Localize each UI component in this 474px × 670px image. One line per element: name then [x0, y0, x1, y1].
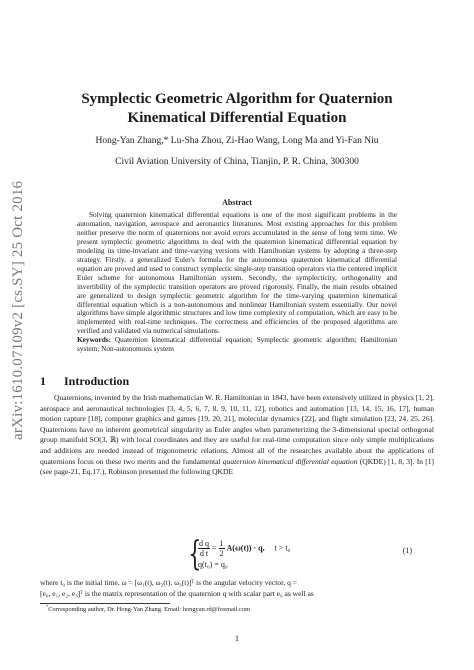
eq-rhs: A(ω(t)) · q, [226, 543, 265, 553]
section-number: 1 [40, 374, 46, 388]
eq-lhs-numerator: d q [199, 539, 209, 548]
intro-text: Quaternions, invented by the Irish mathematician W. R. Hamiltonian in 1843, have been extensively utilized in physics [1, 2], aerospace and aeronautical technologies [3, 4, 5, 6, 7, 8, 9, 10, 11, 12], robotics and automation [13, 14, 15, 16, 17], human motion capture [18], computer graphics and games [19, 20, 21], molecular dynamics [22], and flight simulation [23, 24, 25, 26]. Quaternions have no inherent geometrical singularity as Euler angles when parameterizing the 3-dimensional special orthogonal group manifold SO(3, ℝ) with local coordinates and they are useful for real-time computation since only simple multiplications and additions are needed instead of trigonometric relations. Almost all of the researches available about the applications of quaternions focus on these two merits and the fundamental [40, 393, 434, 466]
equation-brace: { [188, 534, 202, 574]
author-list: Hong-Yan Zhang,* Lu-Sha Zhou, Zi-Hao Wang, Long Ma and Yi-Fan Niu [95, 136, 379, 146]
eq-coef-numerator: 1 [219, 539, 224, 548]
eq-condition: t > t₀ [274, 543, 291, 553]
post-equation-text [40, 578, 434, 599]
intro-italic-term: quaternion kinematical differential equation [222, 456, 358, 466]
eq-lhs-denominator: d t [199, 549, 209, 558]
footnote-mark: * [46, 603, 49, 609]
title-line-1: Symplectic Geometric Algorithm for Quaternion [81, 91, 393, 107]
page-number: 1 [235, 634, 239, 643]
section-title: Introduction [64, 374, 130, 388]
keywords [77, 336, 397, 354]
eq-equals: = [212, 543, 217, 553]
section-heading [40, 374, 129, 389]
abstract-text: Solving quaternion kinematical differential equations is one of the most significant problems in the automation, navigation, aerospace and aeronautics literatures. Most existing approaches for this problem neither preserve the norm of quaternions nor avoid errors accumulated in the sense of long term time. We present symplectic geometric algorithms to deal with the quaternion kinematical differential equation by modeling its time-invariant and time-varying versions with Hamiltonian systems by adopting a three-step strategy. Firstly, a generalized Euler's formula for the autonomous quaternion kinematical differential equation are proved and used to construct symplectic single-step transition operators via the centered implicit Euler scheme for autonomous Hamiltonian system. Secondly, the symplecticity, orthogonality and invertibility of the symplectic transition operators are proved rigorously. Finally, the main results obtained are generalized to design symplectic geometric algorithm for the time-varying quaternion kinematical differential equation which is a non-autonomous and nonlinear Hamiltonian system essentially. Our novel algorithms have simple algorithmic structures and low time complexity of computation, which are easy to be implemented with real-time techniques. The correctness and efficiencies of the proposed algorithms are verified and validated via numerical simulations. [77, 210, 397, 336]
arxiv-identifier: arXiv:1610.07109v2 [cs.SY] 25 Oct 2016 [10, 180, 26, 440]
post-equation-line-1: where t₀ is the initial time, ω = [ω₁(t), ω₂(t), ω₃(t)]ᵀ is the angular velocity vector, q = [40, 578, 297, 587]
affiliation: Civil Aviation University of China, Tianjin, P. R. China, 300300 [115, 157, 359, 167]
keywords-label: Keywords: [77, 335, 112, 345]
post-equation-line-2: [e₀, e₁, e₂, e₃]ᵀ is the matrix representation of the quaternion q with scalar part e₀ as well as [40, 588, 314, 598]
footnote [46, 603, 251, 613]
abstract-heading: Abstract [222, 198, 252, 207]
paper-title [58, 90, 416, 128]
equation-line-1 [198, 539, 290, 558]
title-line-2: Kinematical Differential Equation [127, 110, 347, 126]
footnote-text: Corresponding author, Dr. Hong-Yan Zhang. Email: hongyan.rd@foxmail.com [48, 606, 251, 613]
equation-line-2: q(t₀) = q₀ [198, 560, 228, 569]
footnote-rule [40, 603, 170, 604]
eq-coefficient-fraction [219, 539, 225, 558]
keywords-text: Quaternion kinematical differential equation; Symplectic geometric algorithm; Hamiltonian system; Non-autonomous system [77, 335, 397, 354]
equation-1 [40, 536, 434, 576]
eq-derivative-fraction [198, 539, 210, 558]
abstract-block [77, 211, 397, 354]
intro-paragraph [40, 393, 434, 478]
intro-tail: (QKDE) [1, 8, 3]. In [1] (see page-21, Eq.17.), Robinson presented the following QKDE [40, 456, 435, 477]
equation-number: (1) [402, 546, 412, 555]
eq-coef-denominator: 2 [219, 549, 224, 558]
